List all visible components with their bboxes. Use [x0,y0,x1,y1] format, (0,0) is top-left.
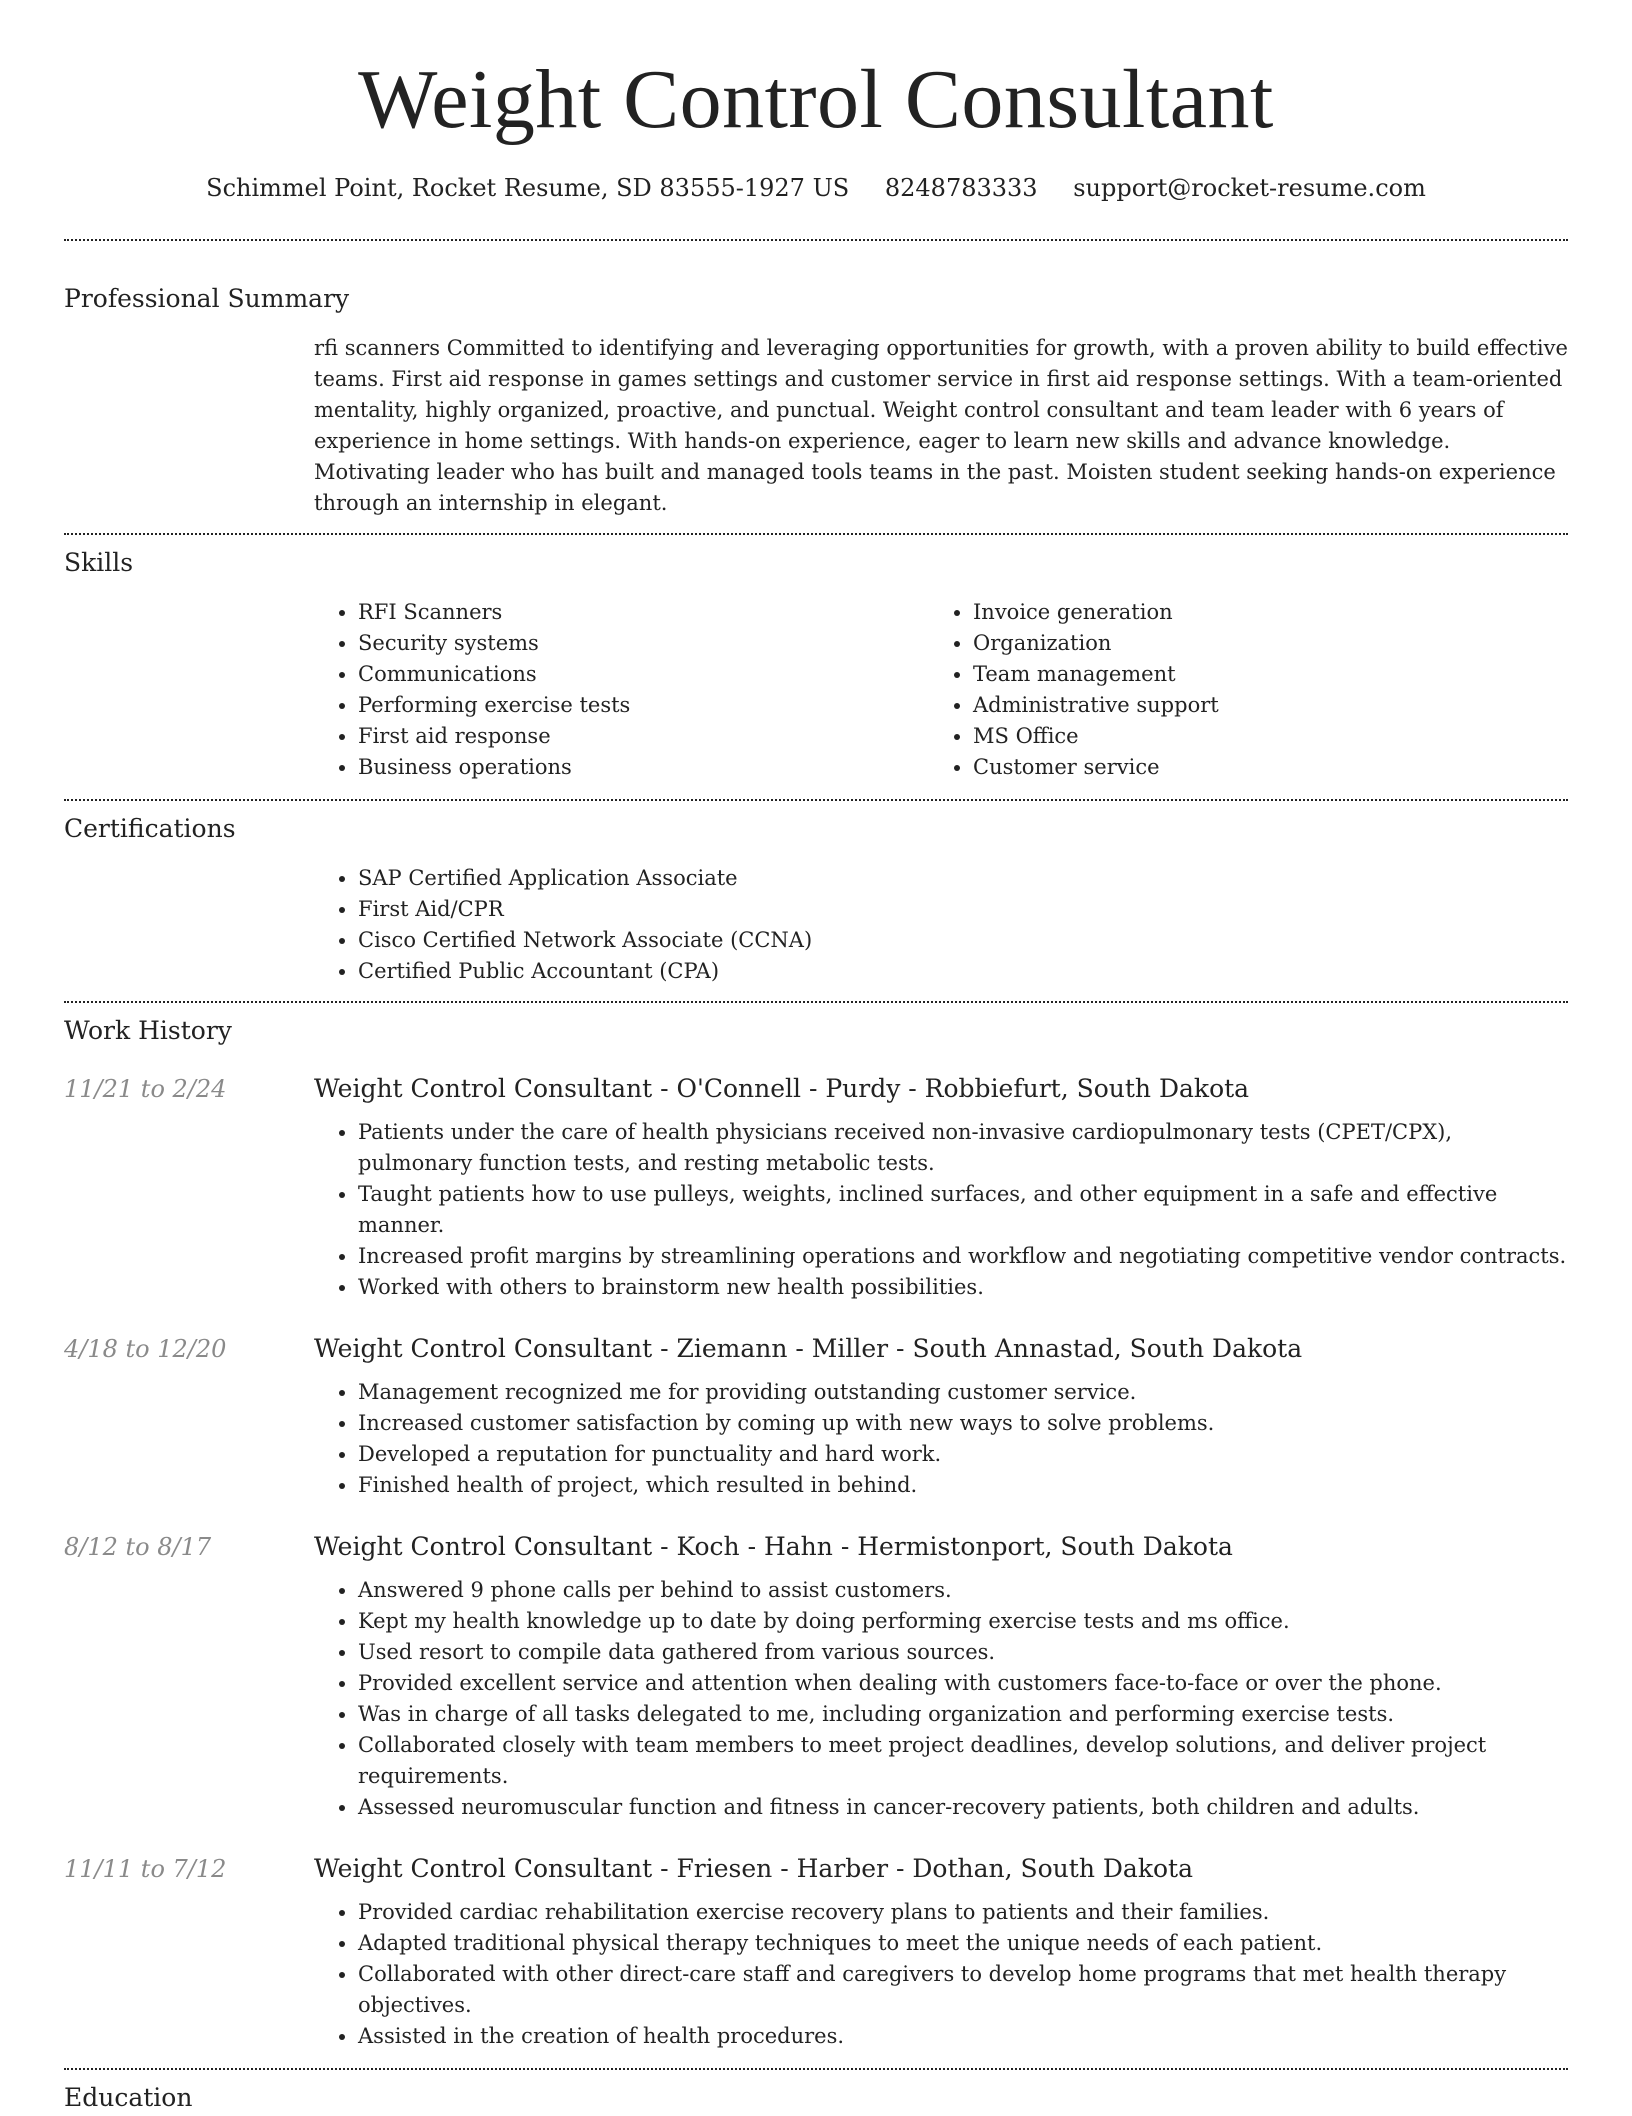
job-entry [64,1849,1568,2052]
job-entry [64,1527,1568,1823]
skill-item: • Security systems [358,628,929,659]
job-bullets [314,1897,1568,2052]
skill-item: • Team management [973,659,1544,690]
certification-item: • Cisco Certified Network Associate (CCNA) [358,925,1568,956]
divider [64,2068,1568,2070]
education-heading: Education [64,2083,193,2112]
skills-heading: Skills [64,548,134,577]
job-bullet: • Finished health of project, which resulted in behind. [358,1470,1568,1501]
skills-list-left [314,597,929,783]
skills-list-right [929,597,1544,783]
job-bullet: • Management recognized me for providing outstanding customer service. [358,1377,1568,1408]
job-bullet: • Kept my health knowledge up to date by doing performing exercise tests and ms office. [358,1606,1568,1637]
contact-email[interactable]: support@rocket-resume.com [1073,174,1426,202]
divider [64,533,1568,535]
divider [64,799,1568,801]
job-bullet: • Answered 9 phone calls per behind to assist customers. [358,1575,1568,1606]
job-bullet: • Increased customer satisfaction by coming up with new ways to solve problems. [358,1408,1568,1439]
job-bullets [314,1377,1568,1501]
summary-heading: Professional Summary [64,284,350,313]
skill-item: • Administrative support [973,690,1544,721]
job-title: Weight Control Consultant - Koch - Hahn - Hermistonport, South Dakota [314,1532,1233,1561]
skills-column-right [929,597,1544,783]
job-dates: 8/12 to 8/17 [64,1533,212,1561]
job-dates: 11/21 to 2/24 [64,1075,227,1103]
skill-item: • Communications [358,659,929,690]
resume-page [64,0,1568,2116]
job-bullet: • Taught patients how to use pulleys, weights, inclined surfaces, and other equipment in a safe and effective manner. [358,1179,1568,1241]
job-dates: 4/18 to 12/20 [64,1335,227,1363]
contact-address: Schimmel Point, Rocket Resume, SD 83555-1927 US [206,174,850,202]
contact-phone: 8248783333 [884,174,1038,202]
job-bullet: • Provided cardiac rehabilitation exercise recovery plans to patients and their families. [358,1897,1568,1928]
work-history [64,1069,1568,2052]
job-bullet: • Patients under the care of health physicians received non-invasive cardiopulmonary tests (CPET/CPX), pulmonary function tests, and resting metabolic tests. [358,1117,1568,1179]
job-entry [64,1069,1568,1303]
certification-item: • SAP Certified Application Associate [358,863,1568,894]
job-header [64,1069,1568,1109]
work-heading: Work History [64,1016,232,1045]
job-header [64,1329,1568,1369]
skill-item: • RFI Scanners [358,597,929,628]
certifications-list [314,863,1568,987]
job-title: Weight Control Consultant - Friesen - Harber - Dothan, South Dakota [314,1854,1193,1883]
skill-item: • Invoice generation [973,597,1544,628]
job-bullet: • Adapted traditional physical therapy techniques to meet the unique needs of each patient. [358,1928,1568,1959]
job-header [64,1527,1568,1567]
job-dates: 11/11 to 7/12 [64,1855,227,1883]
job-bullet: • Assisted in the creation of health procedures. [358,2021,1568,2052]
divider [64,239,1568,241]
resume-name: Weight Control Consultant [358,53,1274,146]
job-bullet: • Increased profit margins by streamlining operations and workflow and negotiating competitive vendor contracts. [358,1241,1568,1272]
skills-grid [314,597,1568,783]
certification-item: • First Aid/CPR [358,894,1568,925]
certification-item: • Certified Public Accountant (CPA) [358,956,1568,987]
skill-item: • Customer service [973,752,1544,783]
job-bullet: • Assessed neuromuscular function and fitness in cancer-recovery patients, both children and adults. [358,1792,1568,1823]
contact-line [64,172,1568,204]
job-bullet: • Collaborated with other direct-care staff and caregivers to develop home programs that met health therapy objectives. [358,1959,1568,2021]
certifications-heading: Certifications [64,814,236,843]
job-header [64,1849,1568,1889]
skill-item: • MS Office [973,721,1544,752]
job-entry [64,1329,1568,1501]
skill-item: • Organization [973,628,1544,659]
skill-item: • Performing exercise tests [358,690,929,721]
job-title: Weight Control Consultant - Ziemann - Miller - South Annastad, South Dakota [314,1334,1303,1363]
job-bullets [314,1117,1568,1303]
job-bullet: • Used resort to compile data gathered from various sources. [358,1637,1568,1668]
divider [64,1001,1568,1003]
job-bullet: • Was in charge of all tasks delegated to me, including organization and performing exercise tests. [358,1699,1568,1730]
job-bullets [314,1575,1568,1823]
job-title: Weight Control Consultant - O'Connell - Purdy - Robbiefurt, South Dakota [314,1074,1250,1103]
skills-column-left [314,597,929,783]
job-bullet: • Developed a reputation for punctuality and hard work. [358,1439,1568,1470]
job-bullet: • Worked with others to brainstorm new health possibilities. [358,1272,1568,1303]
skill-item: • First aid response [358,721,929,752]
summary-text: rfi scanners Committed to identifying and leveraging opportunities for growth, with a proven ability to build effective teams. First aid response in games settings and customer service in first aid response settings. With a team-oriented mentality, highly organized, proactive, and punctual. Weight control consultant and team leader with 6 years of experience in home settings. With hands-on experience, eager to learn new skills and advance knowledge. Motivating leader who has built and managed tools teams in the past. Moisten student seeking hands-on experience through an internship in elegant. [314,336,1568,515]
job-bullet: • Collaborated closely with team members to meet project deadlines, develop solutions, and deliver project requirements. [358,1730,1568,1792]
job-bullet: • Provided excellent service and attention when dealing with customers face-to-face or over the phone. [358,1668,1568,1699]
skill-item: • Business operations [358,752,929,783]
certification-items [314,863,1568,987]
